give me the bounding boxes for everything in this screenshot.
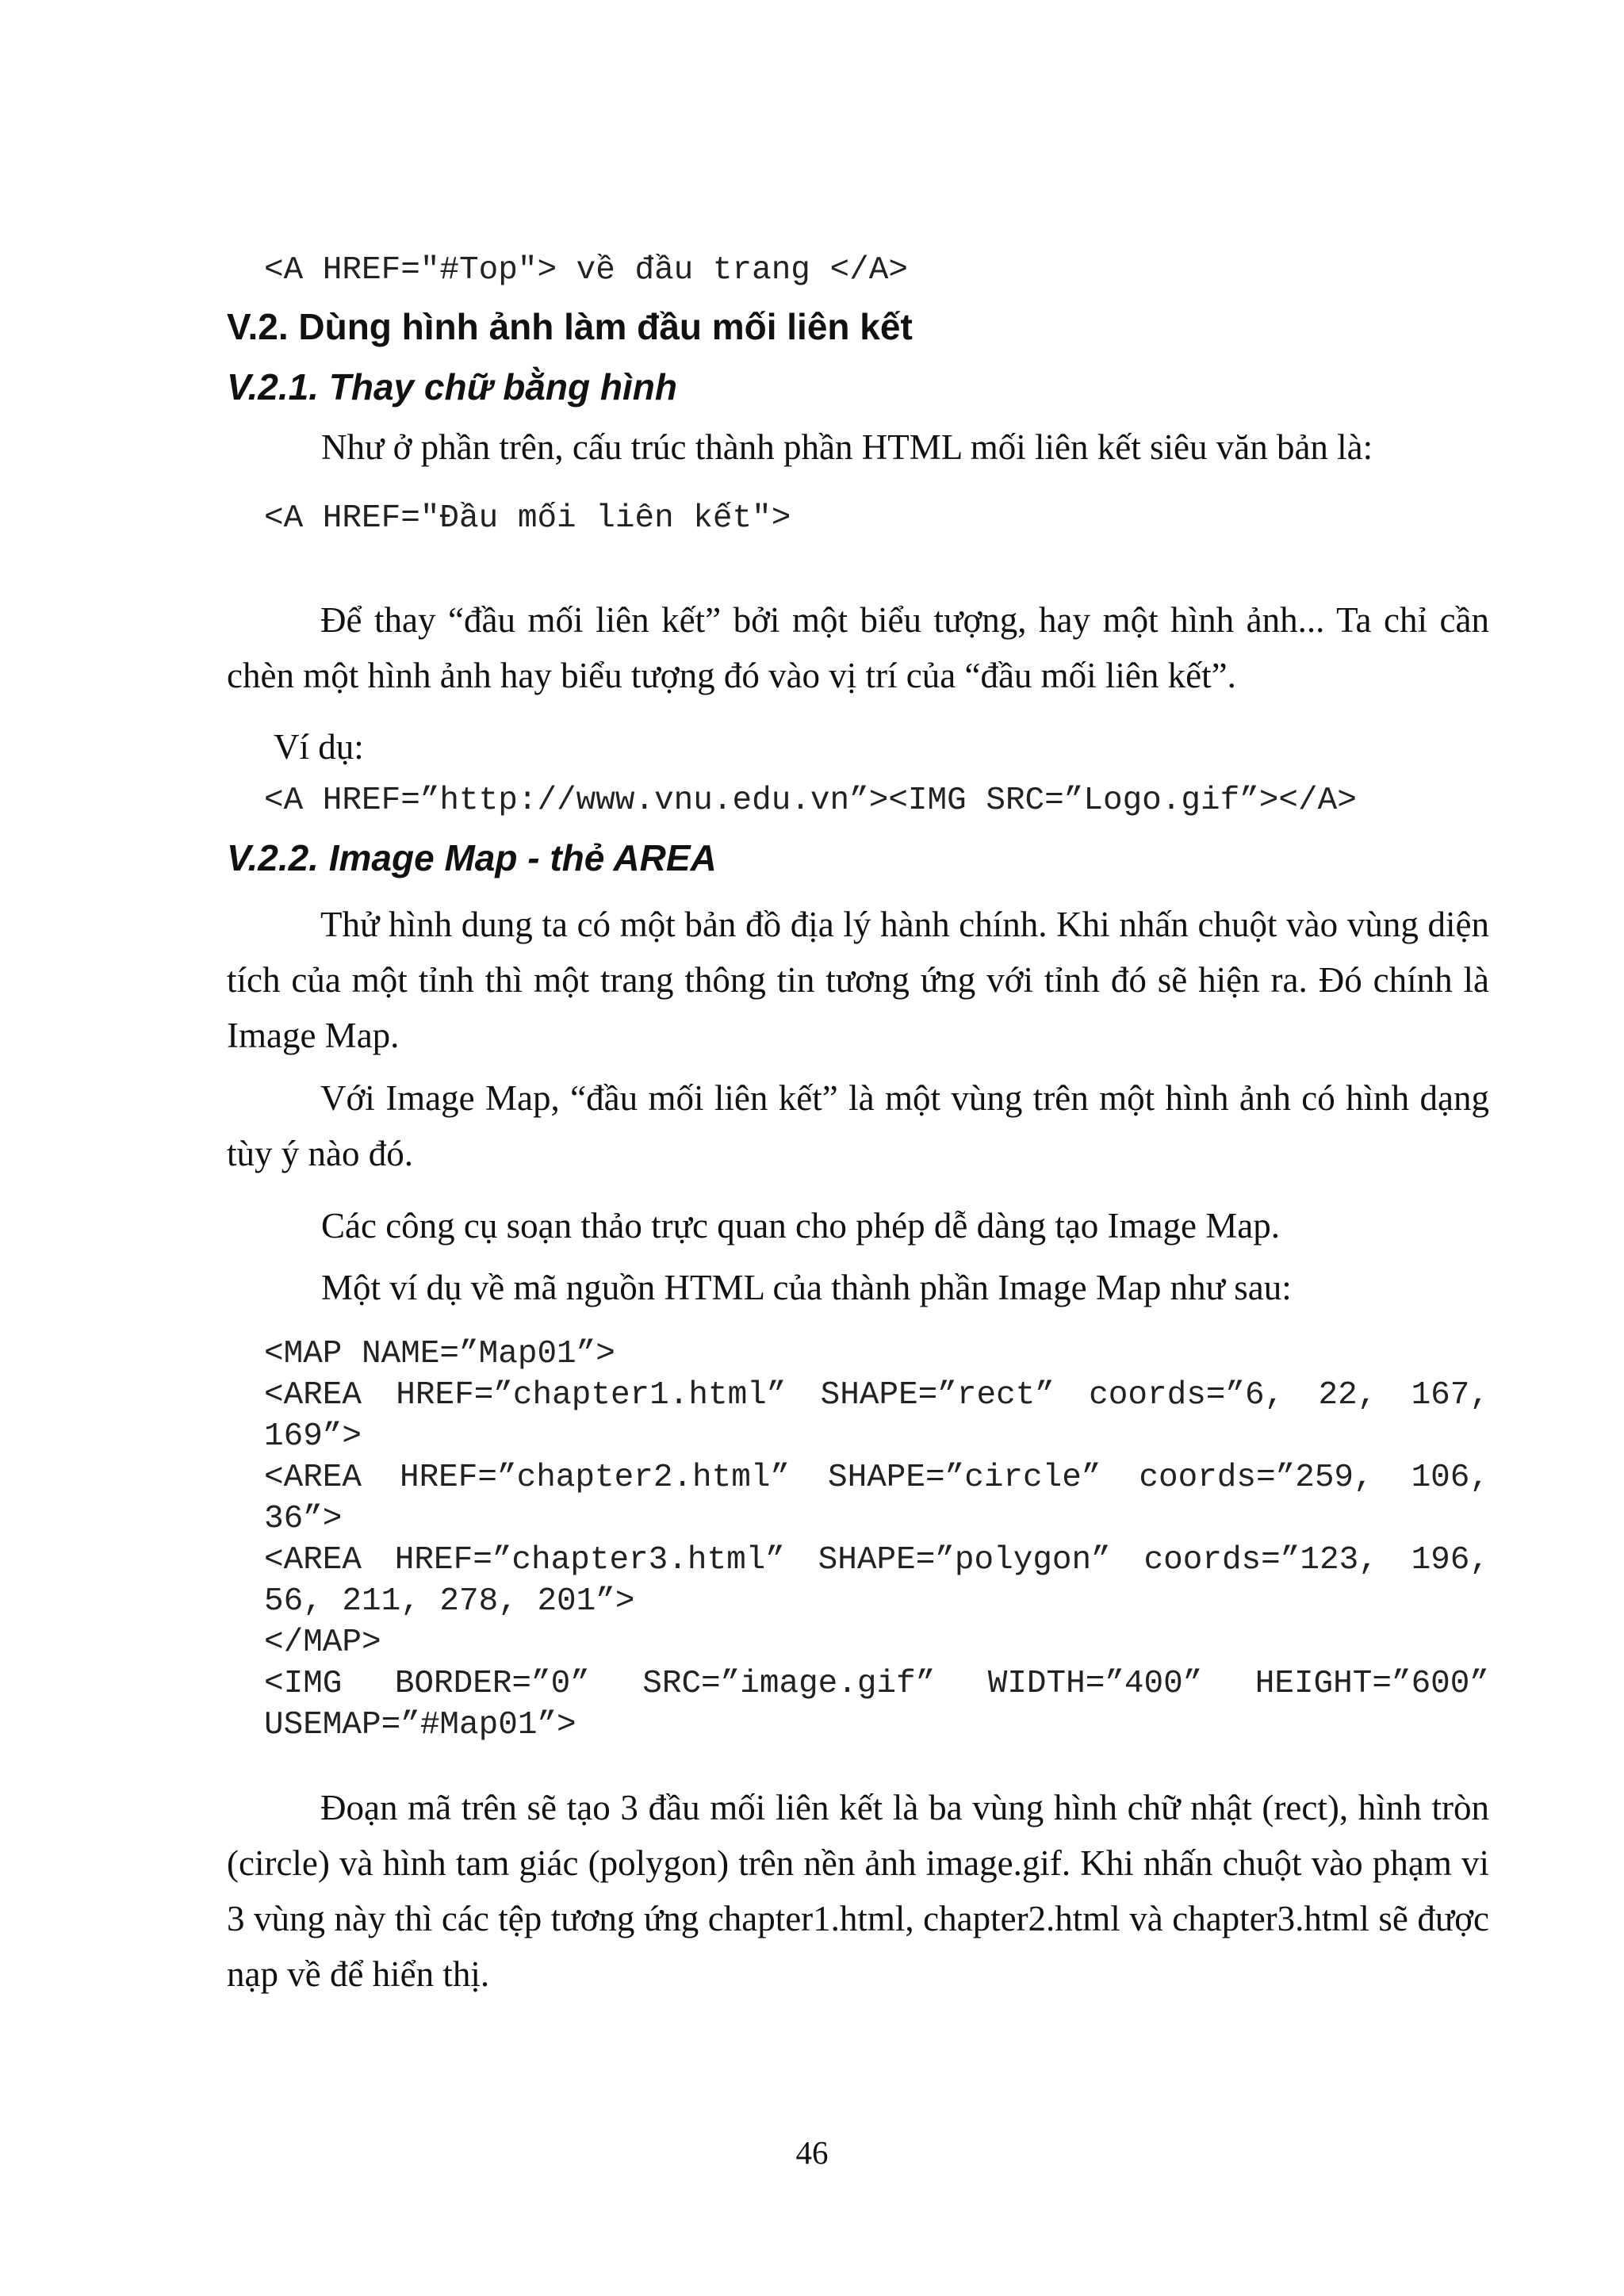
subsection-2-paragraph-5 [227,1780,1489,2002]
code-line: 169”> [264,1418,362,1455]
subsection-1-paragraph [227,592,1489,703]
code-anchor-syntax: <A HREF="Đầu mối liên kết"> [264,500,791,537]
subsection-2-paragraph-2-text: Với Image Map, “đầu mối liên kết” là một vùng trên một hình ảnh có hình dạng tùy ý nào đó. [227,1078,1489,1173]
subsection-2-paragraph-1-text: Thử hình dung ta có một bản đồ địa lý hành chính. Khi nhấn chuột vào vùng diện tích của một tỉnh thì một trang thông tin tương ứng với tỉnh đó sẽ hiện ra. Đó chính là Image Map. [227,905,1489,1055]
code-line: 36”> [264,1501,343,1537]
code-line: USEMAP=”#Map01”> [264,1707,576,1743]
code-back-to-top: <A HREF="#Top"> về đầu trang </A> [264,252,908,289]
subsection-heading-1: V.2.1. Thay chữ bằng hình [227,366,677,408]
example-label: Ví dụ: [274,727,364,767]
code-line: </MAP> [264,1624,381,1661]
code-image-link-example: <A HREF=”http://www.vnu.edu.vn”><IMG SRC=”Logo.gif”></A> [264,783,1357,819]
subsection-2-paragraph-2 [227,1070,1489,1181]
image-map-code-block [264,1334,1489,1746]
section-heading: V.2. Dùng hình ảnh làm đầu mối liên kết [227,306,913,347]
code-line: <MAP NAME=”Map01”> [264,1336,615,1372]
code-line: 56, 211, 278, 201”> [264,1583,635,1620]
subsection-1-intro: Như ở phần trên, cấu trúc thành phần HTML mối liên kết siêu văn bản là: [321,427,1373,467]
subsection-2-paragraph-5-text: Đoạn mã trên sẽ tạo 3 đầu mối liên kết là ba vùng hình chữ nhật (rect), hình tròn (circle) và hình tam giác (polygon) trên nền ảnh image.gif. Khi nhấn chuột vào phạm vi 3 vùng này thì các tệp tương ứng chapter1.html, chapter2.html và chapter3.html sẽ được nạp về để hiển thị. [227,1788,1489,1994]
subsection-2-paragraph-3: Các công cụ soạn thảo trực quan cho phép dễ dàng tạo Image Map. [321,1206,1280,1246]
page-number: 46 [795,2134,829,2171]
code-line: <IMG BORDER=”0” SRC=”image.gif” WIDTH=”400” HEIGHT=”600” [264,1666,1489,1702]
subsection-1-paragraph-text: Để thay “đầu mối liên kết” bởi một biểu tượng, hay một hình ảnh... Ta chỉ cần chèn một hình ảnh hay biểu tượng đó vào vị trí của “đầu mối liên kết”. [227,600,1489,695]
subsection-heading-2: V.2.2. Image Map - thẻ AREA [227,837,717,878]
subsection-2-paragraph-4: Một ví dụ về mã nguồn HTML của thành phần Image Map như sau: [321,1268,1292,1307]
subsection-2-paragraph-1 [227,897,1489,1063]
code-line: <AREA HREF=”chapter3.html” SHAPE=”polygon” coords=”123, 196, [264,1542,1489,1578]
code-line: <AREA HREF=”chapter2.html” SHAPE=”circle” coords=”259, 106, [264,1460,1489,1496]
code-line: <AREA HREF=”chapter1.html” SHAPE=”rect” coords=”6, 22, 167, [264,1377,1489,1414]
